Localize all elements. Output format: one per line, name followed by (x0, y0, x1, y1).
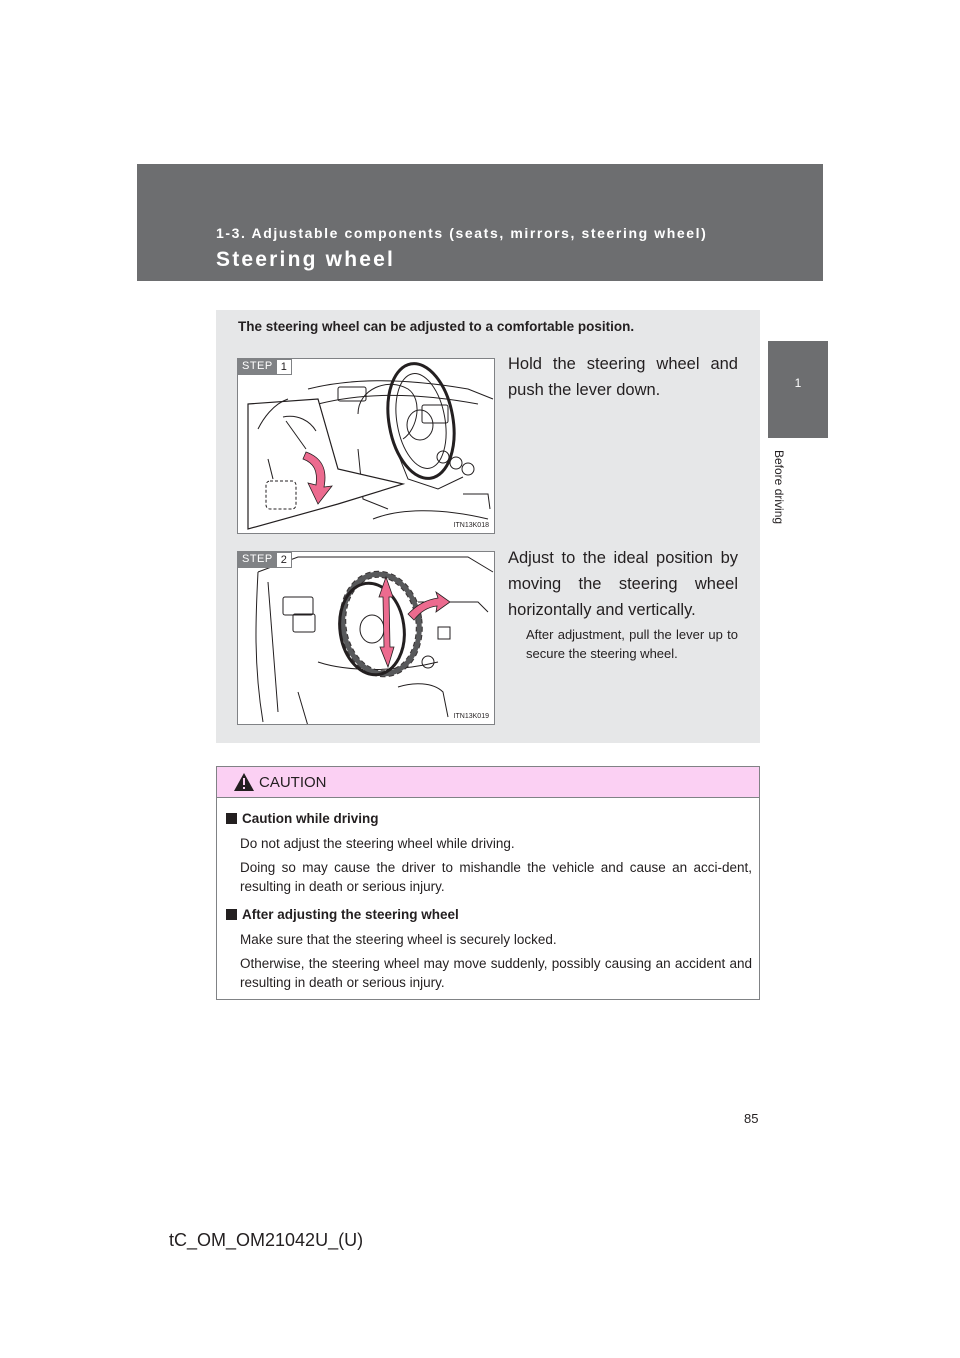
step2-badge (238, 552, 292, 568)
intro-text: The steering wheel can be adjusted to a comfortable position. (238, 319, 635, 334)
step2-badge-number: 2 (277, 552, 292, 568)
caution-paragraph: Otherwise, the steering wheel may move suddenly, possibly causing an accident and resulting in death or serious injury. (240, 956, 752, 990)
step1-badge-number: 1 (277, 359, 292, 375)
caution-box (216, 766, 760, 1000)
step1-badge (238, 359, 292, 375)
step1-text: Hold the steering wheel and push the lever down. (508, 355, 738, 399)
caution-item-heading-text: After adjusting the steering wheel (242, 907, 459, 922)
chapter-label: Before driving (772, 450, 786, 525)
caution-title: CAUTION (259, 774, 327, 791)
caution-paragraph: Do not adjust the steering wheel while driving. (240, 836, 515, 851)
step1-badge-label: STEP (238, 359, 277, 375)
caution-item-heading-text: Caution while driving (242, 811, 379, 826)
step1-image-code: ITN13K018 (453, 522, 489, 529)
section-title: 1-3. Adjustable components (seats, mirrors, steering wheel) (216, 225, 708, 241)
caution-header (217, 767, 759, 798)
step2-drawing (238, 552, 495, 725)
caution-paragraph: Doing so may cause the driver to mishandle the vehicle and cause an acci-dent, resulting in death or serious injury. (240, 860, 752, 894)
chapter-label-container (772, 450, 792, 550)
caution-item-heading (226, 809, 752, 828)
step1-drawing (238, 359, 495, 534)
page-title: Steering wheel (216, 248, 396, 271)
caution-paragraph: Make sure that the steering wheel is securely locked. (240, 932, 557, 947)
square-bullet-icon (226, 813, 237, 824)
square-bullet-icon (226, 909, 237, 920)
step2-text: Adjust to the ideal position by moving the steering wheel horizontally and vertically. (508, 549, 738, 619)
step2-badge-label: STEP (238, 552, 277, 568)
step2-illustration (237, 551, 495, 725)
step2-image-code: ITN13K019 (453, 713, 489, 720)
chapter-number: 1 (794, 376, 802, 390)
caution-body (226, 809, 752, 997)
step2-note: After adjustment, pull the lever up to secure the steering wheel. (526, 627, 738, 661)
page-number: 85 (744, 1111, 759, 1126)
caution-item-heading (226, 905, 752, 924)
step1-illustration (237, 358, 495, 534)
warning-triangle-icon (233, 772, 255, 792)
document-code: tC_OM_OM21042U_(U) (169, 1230, 364, 1250)
